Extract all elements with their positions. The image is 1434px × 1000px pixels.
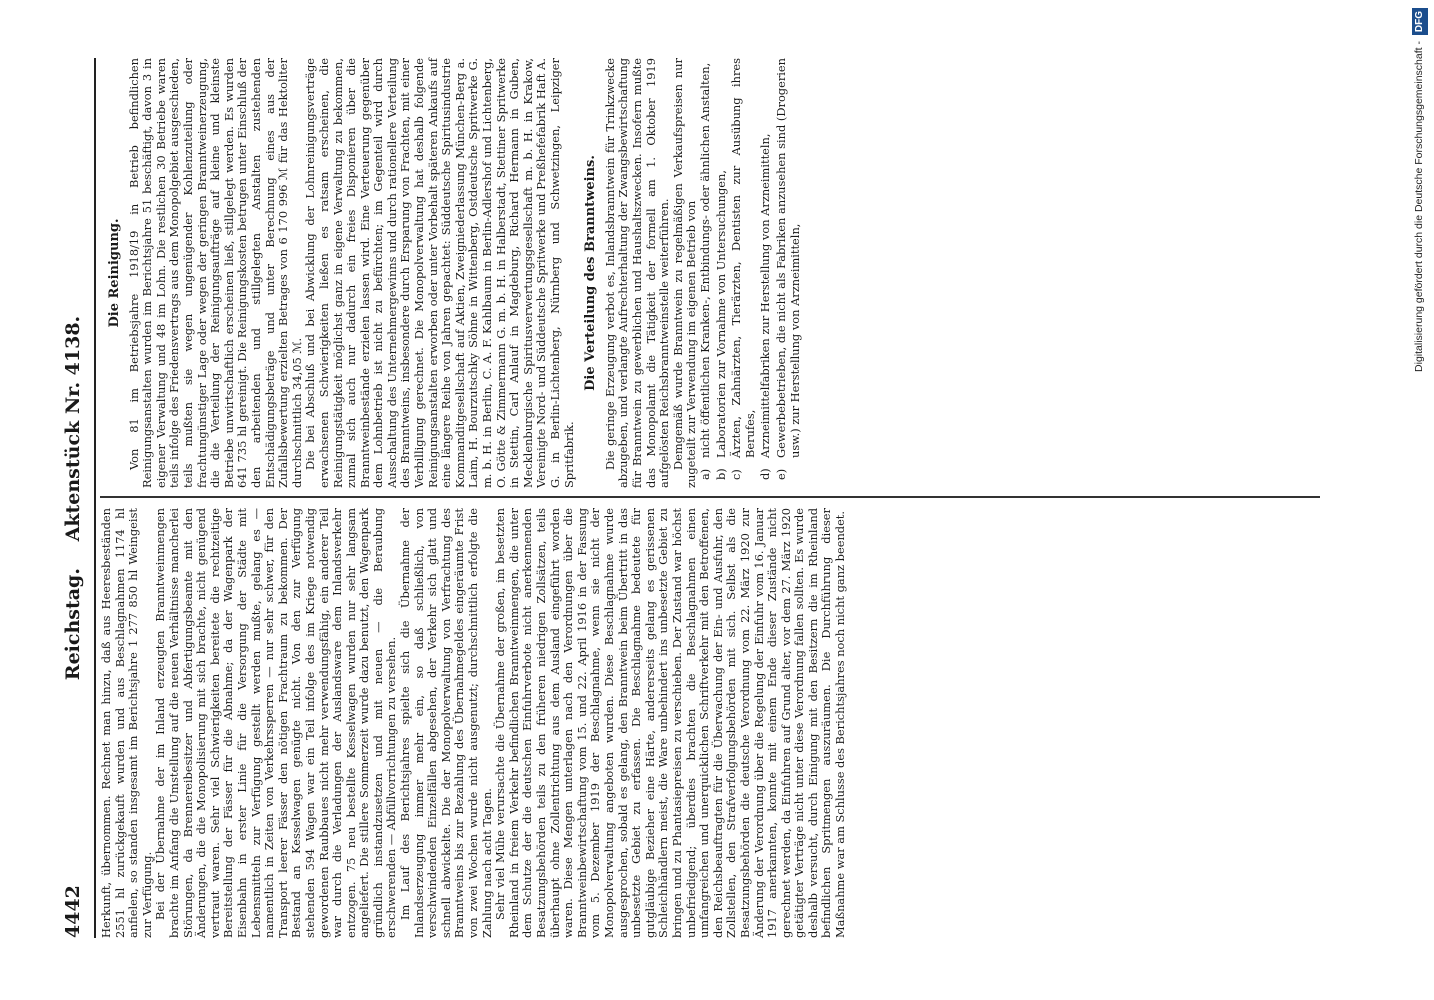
paragraph: Demgemäß wurde Branntwein zu regelmäßigen Verkaufspreisen nur zugeteilt zur Verwendung im eigenen Betrieb von (670, 58, 699, 488)
running-title (62, 58, 84, 938)
paragraph: Bei der Übernahme der im Inland erzeugten Branntweinmengen brachte im Anfang die Umstellung auf die neuen Verhältnisse mancherlei Störungen, da Brennereibesitzer und Abfertigungsbeamte mit den Änderungen, die die Monopolisierung mit sich brachte, nicht genügend vertraut waren. Sehr viel Schwierigkeiten bereitete die rechtzeitige Bereitstellung der Fässer für die Abnahme; da der Wagenpark der Eisenbahn in erster Linie für die Versorgung der Städte mit Lebensmitteln zur Verfügung gestellt werden mußte, gelang es — namentlich in Zeiten von Verkehrssperren — nur sehr schwer, für den Transport leerer Fässer den nötigen Frachtraum zu bekommen. Der Bestand an Kesselwagen genügte nicht. Von den zur Verfügung stehenden 594 Wagen war ein Teil infolge des im Kriege notwendig gewordenen Raubbaues nicht mehr verwendungsfähig, ein anderer Teil war durch die Verladungen der Auslandsware dem Inlandsverkehr entzogen. 75 neu bestellte Kesselwagen wurden nur sehr langsam angeliefert. Die stillere Sommerzeit wurde dazu benutzt, den Wagenpark gründlich instandzusetzen und mit neuen — die Beraubung erschwerenden — Abfüllvorrichtungen zu versehen. (153, 508, 399, 938)
paragraph: Die bei Abschluß und bei Abwicklung der Lohnreinigungsverträge erwachsenen Schwierigkeiten ließen es ratsam erscheinen, die Reinigungstätigkeit möglichst ganz in eigene Verwaltung zu bekommen, zumal sich auch nur dadurch ein freies Disponieren über die Branntweinbestände erzielen lassen wird. Eine Verteuerung gegenüber dem Lohnbetrieb ist nicht zu befürchten; im Gegenteil wird durch Ausschaltung des Unternehmergewinns und durch rationellere Verteilung des Branntweins, insbesondere durch Ersparung von Frachten, mit einer Verbilligung gerechnet. Die Monopolverwaltung hat deshalb folgende Reinigungsanstalten erworben oder unter Vorbehalt späteren Ankaufs auf eine längere Reihe von Jahren gepachtet: Süddeutsche Spiritusindustrie Kommanditgesellschaft auf Aktien, Zweigniederlassung München-Berg a. Laim, H. Bourzutschky Söhne in Wittenberg, Ostdeutsche Spritwerke G. m. b. H. in Berlin, C. A. F. Kahlbaum in Berlin-Adlershof und Lichtenberg, O. Götte & Zimmermann G. m. b. H. in Halberstadt, Stettiner Spritwerke in Stettin, Carl Anlauf in Magdeburg, Richard Hermann in Guben, Mecklenburgische Spiritusverwertungsgesellschaft m. b. H. in Krakow, Vereinigte Nord- und Süddeutsche Spritwerke und Preßhefefabrik Haft A. G. in Berlin-Lichtenberg, Nürnberg und Schwetzingen, Leipziger Spritfabrik. (303, 58, 576, 488)
list-item: c)Ärzten, Zahnärzten, Tierärzten, Dentisten zur Ausübung ihres Berufes, (729, 58, 757, 480)
publication-title: Reichstag. (62, 568, 84, 681)
paragraph: Sehr viel Mühe verursachte die Übernahme der großen, im besetzten Rheinland in freiem Verkehr befindlichen Branntweinmengen, die unter dem Schutze der die deutschen Einfuhrverbote nicht anerkennenden Besatzungsbehörden teils zu den früheren niedrigen Zollsätzen, teils überhaupt ohne Zollentrichtung aus dem Ausland eingeführt worden waren. Diese Mengen unterlagen nach den Verordnungen über die Branntweinbewirtschaftung vom 15. und 22. April 1916 in der Fassung vom 5. Dezember 1919 der Beschlagnahme, wenn sie nicht der Monopolverwaltung angeboten wurden. Diese Beschlagnahme wurde ausgesprochen, sobald es gelang, den Branntwein beim Übertritt in das unbesetzte Gebiet zu erfassen. Die Beschlagnahme bedeutete für gutgläubige Bezieher eine Härte, andererseits gelang es gerissenen Schleichhändlern meist, die Ware unbehindert ins unbesetzte Gebiet zu bringen und zu Phantasiepreisen zu verschieben. Der Zustand war höchst unbefriedigend; überdies brachten die Beschlagnahmen einen umfangreichen und unerquicklichen Schriftverkehr mit den Betroffenen, den Reichsbeauftragten für die Überwachung der Ein- und Ausfuhr, den Zollstellen, den Strafverfolgungsbehörden mit sich. Selbst als die Besatzungsbehörden die deutsche Verordnung vom 22. März 1920 zur Änderung der Verordnung über die Regelung der Einfuhr vom 16. Januar 1917 anerkannten, konnte mit einem Ende dieser Zustände nicht gerechnet werden, da Einfuhren auf Grund alter, vor dem 27. März 1920 getätigter Verträge nicht unter diese Verordnung fallen sollten. Es wurde deshalb versucht, durch Einigung mit den Besitzern die im Rheinland befindlichen Spritmengen auszuräumen. Die Durchführung dieser Maßnahme war am Schlusse des Berichtsjahres noch nicht ganz beendet. (493, 508, 848, 938)
list-item: d)Arzneimittelfabriken zur Herstellung von Arzneimitteln, (758, 133, 773, 480)
list-item: b)Laboratorien zur Vornahme von Untersuchungen, (713, 170, 728, 480)
paragraph: Im Lauf des Berichtsjahres spielte sich die Übernahme der Inlandserzeugung immer mehr ein, so daß schließlich, von verschwindenden Einzelfällen abgesehen, der Verkehr sich glatt und schnell abwickelte. Die der Monopolverwaltung von Verfrachtung des Branntweins bis zur Bezahlung des Übernahmegeldes eingeräumte Frist von zwei Wochen wurde nicht ausgenutzt; durchschnittlich erfolgte die Zahlung nach acht Tagen. (398, 508, 494, 938)
list-item: e)Gewerbebetrieben, die nicht als Fabriken anzusehen sind (Drogerien usw.) zur Herstellung von Arzneimitteln, (773, 58, 802, 480)
paragraph: Von 81 im Betriebsjahre 1918/19 in Betrieb befindlichen Reinigungsanstalten wurden im Berichtsjahre 51 beschäftigt, davon 3 in eigener Verwaltung und 48 im Lohn. Die restlichen 30 Betriebe waren teils infolge des Friedensvertrags aus dem Monopolgebiet ausgeschieden, teils mußten sie wegen ungenügender Kohlenzuteilung oder frachtungünstiger Lage oder wegen der geringen Branntweinerzeugung, die die Verteilung der Reinigungsaufträge auf kleine und kleinste Betriebe unwirtschaftlich erscheinen ließ, stillgelegt werden. Es wurden 641 735 hl gereinigt. Die Reinigungskosten betrugen unter Einschluß der den arbeitenden und stillgelegten Anstalten zustehenden Entschädigungsbeträge und unter Berechnung eines aus der Zufallsbewertung erzielten Betrages von 6 170 996 ℳ für das Hektoliter durchschnittlich 34,05 ℳ. (126, 58, 304, 488)
column-divider (100, 497, 1320, 499)
section-heading-verteilung: Die Verteilung des Branntweins. (583, 155, 599, 391)
document-title: Aktenstück Nr. 4138. (62, 315, 84, 542)
page-number: 4442 (62, 885, 84, 938)
right-column (100, 58, 804, 488)
recipient-list (699, 58, 802, 488)
left-column (100, 508, 848, 938)
digitization-text-wrapper (1408, 8, 1430, 992)
section-heading-reinigung: Die Reinigung. (107, 218, 122, 328)
paragraph: Die geringe Erzeugung verbot es, Inlandsbranntwein für Trinkzwecke abzugeben, und verlangte Aufrechterhaltung der Zwangsbewirtschaftung für Branntwein zu gewerblichen und Haushaltszwecken. Insofern mußte das Monopolamt die Tätigkeit der formell am 1. Oktober 1919 aufgelösten Reichsbranntweinstelle weiterführen. (602, 58, 672, 488)
dfg-logo: DFG (1412, 8, 1428, 35)
header-rule (94, 58, 96, 938)
paragraph: Herkunft, übernommen. Rechnet man hinzu, daß aus Heeresbeständen 2551 hl zurückgekauft wurden und aus Beschlagnahmen 1174 hl anfielen, so standen insgesamt im Berichtsjahre 1 277 850 hl Weingeist zur Verfügung. (99, 508, 154, 938)
page-header (58, 58, 94, 938)
digitization-credit: Digitalisierung gefördert durch die Deutsche Forschungsgemeinschaft - (1413, 41, 1425, 372)
list-item: a)nicht öffentlichen Kranken-, Entbindungs- oder ähnlichen Anstalten, (697, 62, 712, 480)
digitization-note (1406, 8, 1428, 992)
